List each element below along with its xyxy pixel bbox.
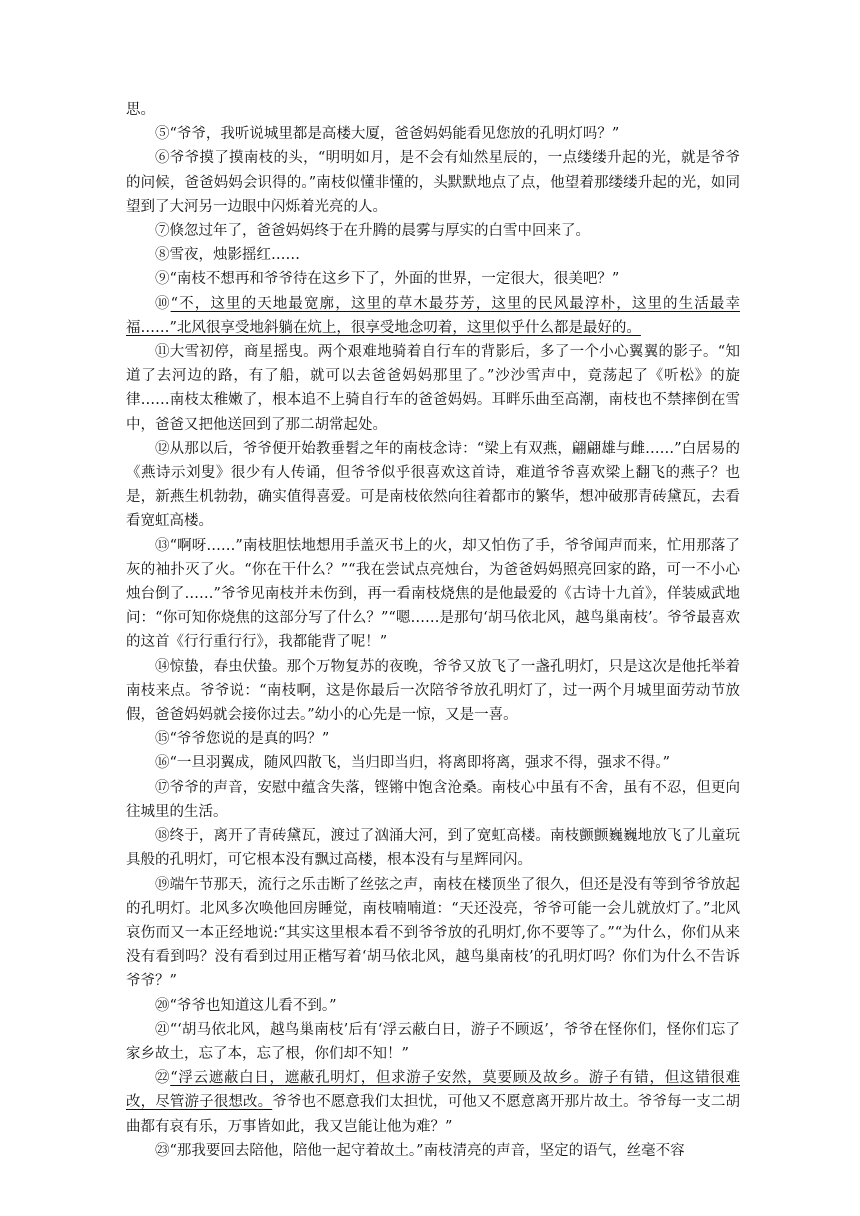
- para-7: [126, 219, 740, 243]
- para-15: [126, 727, 740, 751]
- para-4-end: [126, 98, 740, 122]
- para-14: [126, 655, 740, 728]
- paragraph-text: ㉓“那我要回去陪他，陪他一起守着故土。”南枝清亮的声音，坚定的语气，丝毫不容: [155, 1142, 685, 1159]
- paragraph-text: ⑧雪夜，烛影摇红……: [155, 247, 300, 264]
- paragraph-text: ⑪大雪初停，商星摇曳。两个艰难地骑着自行车的背影后，多了一个小心翼翼的影子。“知道了去河边的路，有了船，就可以去爸爸妈妈那里了。”沙沙雪声中，竟荡起了《听松》的旋律……南枝太稚嫩了，根本追不上骑自行车的爸爸妈妈。耳畔乐曲至高潮，南枝也不禁摔倒在雪中，爸爸又把他送回到了那二胡常起处。: [126, 344, 740, 433]
- para-11: [126, 340, 740, 437]
- para-23: [126, 1139, 740, 1163]
- para-20: [126, 994, 740, 1018]
- para-17: [126, 776, 740, 824]
- para-16: [126, 751, 740, 775]
- paragraph-text: ⑦倏忽过年了，爸爸妈妈终于在升腾的晨雾与厚实的白雪中回来了。: [155, 223, 590, 240]
- paragraph-text: ⑮“爷爷您说的是真的吗？”: [155, 731, 330, 748]
- paragraph-text: ⑰爷爷的声音，安慰中蕴含失落，铿锵中饱含沧桑。南枝心中虽有不舍，虽有不忍，但更向往城里的生活。: [126, 779, 740, 820]
- paragraph-text: ⑯“一旦羽翼成，随风四散飞，当归即当归，将离即将离，强求不得，强求不得。”: [155, 755, 671, 772]
- paragraph-text: ⑤“爷爷，我听说城里都是高楼大厦，爸爸妈妈能看见您放的孔明灯吗？”: [155, 126, 620, 143]
- para-19: [126, 873, 740, 994]
- para-12: [126, 437, 740, 534]
- paragraph-text: ㉒: [155, 1070, 171, 1087]
- paragraph-text: 思。: [126, 102, 155, 118]
- para-13: [126, 534, 740, 655]
- para-5: [126, 122, 740, 146]
- para-18: [126, 824, 740, 872]
- paragraph-text: ⑬“啊呀……”南枝胆怯地想用手盖灭书上的火，却又怕伤了手，爷爷闻声而来，忙用那落了灰的袖扑灭了火。“你在干什么？”“我在尝试点亮烛台，为爸爸妈妈照亮回家的路，可一不小心烛台倒了……”爷爷见南枝并未伤到，再一看南枝烧焦的是他最爱的《古诗十九首》，佯装威武地问：“你可知你烧焦的这部分写了什么？”“嗯……是那句‘胡马依北风，越鸟巢南枝’。爷爷最喜欢的这首《行行重行行》，我都能背了呢！”: [126, 537, 740, 651]
- paragraph-text: ㉑“‘胡马依北风，越鸟巢南枝’后有‘浮云蔽白日，游子不顾返’，爷爷在怪你们，怪你们忘了家乡故土，忘了本，忘了根，你们却不知！”: [126, 1021, 740, 1062]
- para-6: [126, 146, 740, 219]
- paragraph-text: ⑳“爷爷也知道这儿看不到。”: [155, 997, 337, 1014]
- underlined-text: “不，这里的天地最宽廓，这里的草木最芬芳，这里的民风最淳朴，这里的生活最幸福……”北风很享受地斜躺在炕上，很享受地念叨着，这里似乎什么都是最好的。: [126, 295, 741, 336]
- underlined-text: “浮云遮蔽白日，遮蔽孔明灯，但求游子安然，莫要顾及故乡。游子有错，但这错很难改，尽管游子很想改。: [126, 1070, 740, 1111]
- para-22: [126, 1066, 740, 1139]
- paragraph-text: ⑨“南枝不想再和爷爷待在这乡下了，外面的世界，一定很大，很美吧？”: [155, 271, 620, 288]
- para-21: [126, 1018, 740, 1066]
- paragraph-text: ⑥爷爷摸了摸南枝的头，“明明如月，是不会有灿然星辰的，一点缕缕升起的光，就是爷爷的问候，爸爸妈妈会识得的。”南枝似懂非懂的，头默默地点了点，他望着那缕缕升起的光，如同望到了大河另一边眼中闪烁着光亮的人。: [126, 150, 740, 215]
- paragraph-text: ⑭惊蛰，春虫伏蛰。那个万物复苏的夜晚，爷爷又放飞了一盏孔明灯，只是这次是他托举着南枝来点。爷爷说：“南枝啊，这是你最后一次陪爷爷放孔明灯了，过一两个月城里面劳动节放假，爸爸妈妈就会接你过去。”幼小的心先是一惊，又是一喜。: [126, 658, 740, 724]
- para-10: [126, 292, 740, 340]
- document-page: [126, 98, 740, 1163]
- paragraph-text: ⑱终于，离开了青砖黛瓦，渡过了汹涌大河，到了宽虹高楼。南枝颤颤巍巍地放飞了儿童玩具般的孔明灯，可它根本没有飘过高楼，根本没有与星辉同闪。: [126, 828, 740, 869]
- para-8: [126, 243, 740, 267]
- paragraph-text: ⑫从那以后，爷爷便开始教垂髫之年的南枝念诗：“梁上有双燕，翩翩雄与雌……”白居易的《燕诗示刘叟》很少有人传诵，但爷爷似乎很喜欢这首诗，难道爷爷喜欢梁上翻飞的燕子？也是，新燕生机勃勃，确实值得喜爱。可是南枝依然向往着都市的繁华，想冲破那青砖黛瓦，去看看宽虹高楼。: [126, 440, 740, 530]
- paragraph-text: ⑩: [155, 295, 171, 312]
- para-9: [126, 267, 740, 291]
- paragraph-text: 爷爷也不愿意我们太担忧，可他又不愿意离开那片故土。爷爷每一支二胡曲都有哀有乐，万事皆如此，我又岂能让他为难？”: [126, 1094, 740, 1135]
- paragraph-text: ⑲端午节那天，流行之乐击断了丝弦之声，南枝在楼顶坐了很久，但还是没有等到爷爷放起的孔明灯。北风多次唤他回房睡觉，南枝喃喃道：“天还没亮，爷爷可能一会儿就放灯了。”北风哀伤而又一本正经地说:“其实这里根本看不到爷爷放的孔明灯,你不要等了。”“为什么，你们从来没有看到吗？没有看到过用正楷写着‘胡马依北风，越鸟巢南枝’的孔明灯吗？你们为什么不告诉爷爷？”: [126, 876, 740, 990]
